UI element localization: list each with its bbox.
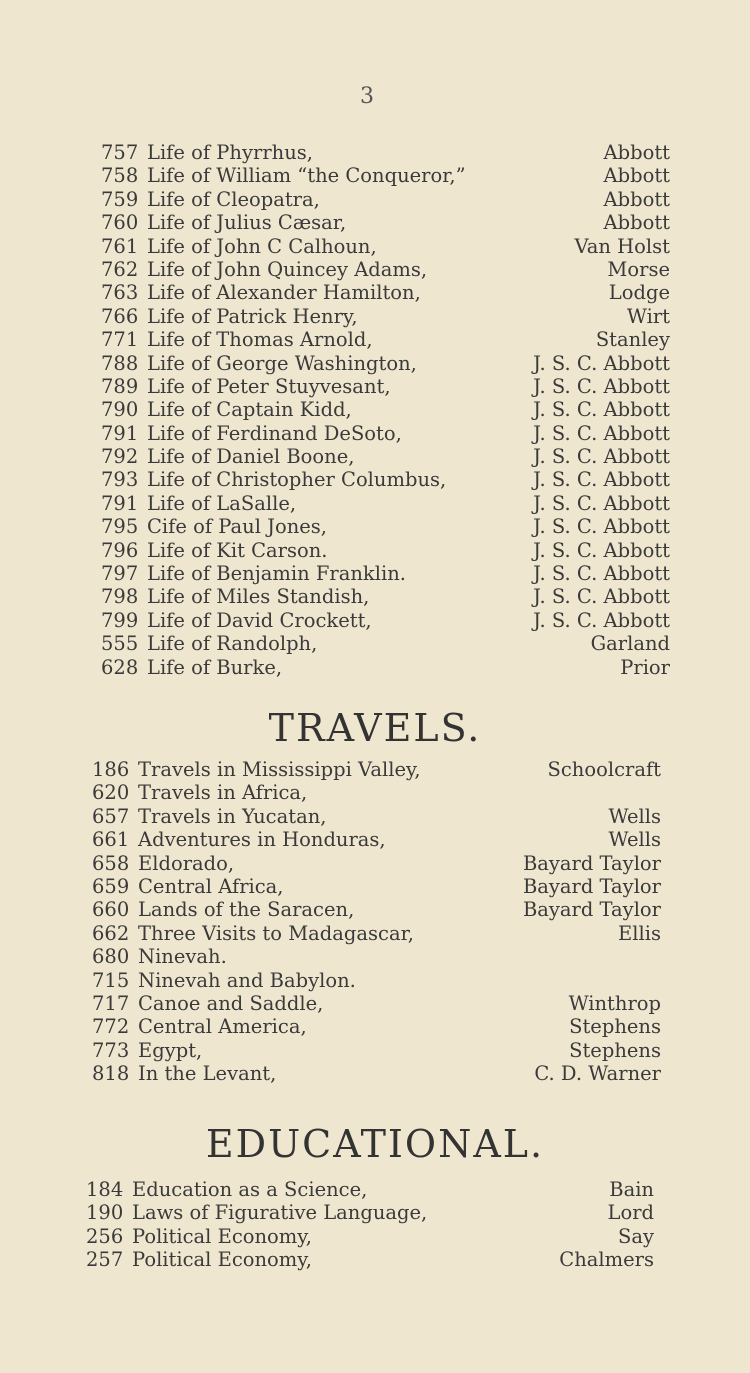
entry-title: Life of David Crockett, <box>147 608 372 632</box>
list-item <box>101 305 670 328</box>
list-item <box>92 758 661 781</box>
entry-title: Adventures in Honduras, <box>138 828 386 852</box>
entry-author: Abbott <box>603 141 670 164</box>
entry-title: Life of William “the Conqueror,” <box>147 164 466 188</box>
entry-title: Education as a Science, <box>132 1178 368 1201</box>
entry-title: Life of Kit Carson. <box>147 538 328 562</box>
entry-title: Life of Burke, <box>147 655 283 679</box>
entry-number: 766 <box>101 304 139 328</box>
entry-author: Van Holst <box>574 234 670 258</box>
entry-number: 763 <box>101 281 139 305</box>
list-item <box>101 375 670 398</box>
entry-author: Winthrop <box>568 991 661 1015</box>
entry-number: 190 <box>86 1201 124 1225</box>
entry-number: 658 <box>92 851 130 875</box>
list-item <box>101 328 670 351</box>
entry-author: Prior <box>620 655 670 679</box>
entry-author: Say <box>617 1224 654 1248</box>
entry-title: Life of Miles Standish, <box>147 585 370 609</box>
entry-number: 796 <box>101 538 139 562</box>
list-item <box>101 398 670 421</box>
list-item <box>92 1015 661 1038</box>
list-item <box>92 805 661 828</box>
entry-number: 680 <box>92 945 130 969</box>
list-item <box>101 258 670 281</box>
entry-title: Central Africa, <box>138 874 284 898</box>
entry-title: Life of John C Calhoun, <box>147 234 377 258</box>
entry-number: 657 <box>92 804 130 828</box>
entry-author: Lord <box>607 1201 654 1225</box>
entry-author: J. S. C. Abbott <box>533 585 670 609</box>
list-item <box>101 141 670 164</box>
entry-title: Travels in Mississippi Valley, <box>138 758 421 781</box>
list-item <box>92 992 661 1015</box>
list-item <box>101 211 670 234</box>
list-item <box>101 235 670 258</box>
list-item <box>101 585 670 608</box>
list-item <box>92 922 661 945</box>
entry-author: Abbott <box>603 187 670 211</box>
entry-title: Three Visits to Madagascar, <box>138 921 414 945</box>
travels-list <box>0 758 750 1085</box>
entry-author: Lodge <box>608 281 670 305</box>
entry-title: Life of Peter Stuyvesant, <box>147 374 391 398</box>
list-item <box>92 1062 661 1085</box>
entry-author: Wirt <box>626 304 670 328</box>
educational-heading: EDUCATIONAL. <box>205 1122 545 1166</box>
list-item <box>101 352 670 375</box>
entry-title: Life of John Quincey Adams, <box>147 257 428 281</box>
entry-title: Life of Randolph, <box>147 632 318 656</box>
entry-title: Eldorado, <box>138 851 235 875</box>
entry-author: Stanley <box>595 328 670 352</box>
entry-number: 715 <box>92 968 130 992</box>
entry-author: J. S. C. Abbott <box>533 421 670 445</box>
entry-title: Life of Captain Kidd, <box>147 398 352 422</box>
entry-number: 772 <box>92 1015 130 1039</box>
list-item <box>101 281 670 304</box>
list-item <box>92 1039 661 1062</box>
list-item <box>92 781 661 804</box>
entry-author: Chalmers <box>559 1248 654 1272</box>
list-item <box>86 1201 654 1224</box>
entry-title: Life of LaSalle, <box>147 491 297 515</box>
entry-title: Life of Benjamin Franklin. <box>147 562 406 586</box>
list-item <box>101 164 670 187</box>
entry-number: 795 <box>101 515 139 539</box>
entry-number: 791 <box>101 491 139 515</box>
list-item <box>86 1225 654 1248</box>
entry-number: 818 <box>92 1062 130 1086</box>
entry-author: Ellis <box>618 921 661 945</box>
list-item <box>86 1178 654 1201</box>
entry-author: J. S. C. Abbott <box>533 515 670 539</box>
entry-author: Schoolcraft <box>547 758 661 781</box>
entry-number: 798 <box>101 585 139 609</box>
list-item <box>92 898 661 921</box>
entry-number: 628 <box>101 655 139 679</box>
entry-title: Egypt, <box>138 1038 203 1062</box>
entry-author: J. S. C. Abbott <box>533 351 670 375</box>
entry-title: Life of Thomas Arnold, <box>147 328 373 352</box>
entry-author: J. S. C. Abbott <box>533 398 670 422</box>
entry-author: J. S. C. Abbott <box>533 538 670 562</box>
entry-author: J. S. C. Abbott <box>533 608 670 632</box>
list-item <box>101 492 670 515</box>
entry-author: C. D. Warner <box>534 1062 661 1086</box>
entry-number: 762 <box>101 257 139 281</box>
entry-title: Political Economy, <box>132 1248 312 1272</box>
entry-title: Political Economy, <box>132 1224 312 1248</box>
entry-title: Ninevah. <box>138 945 227 969</box>
list-item <box>92 828 661 851</box>
entry-number: 771 <box>101 328 139 352</box>
entry-number: 757 <box>101 141 139 164</box>
entry-number: 788 <box>101 351 139 375</box>
entry-number: 758 <box>101 164 139 188</box>
entry-number: 717 <box>92 991 130 1015</box>
entry-number: 661 <box>92 828 130 852</box>
entry-title: Travels in Yucatan, <box>138 804 327 828</box>
list-item <box>101 515 670 538</box>
biography-list <box>0 141 750 679</box>
entry-author: Bain <box>609 1178 654 1201</box>
list-item <box>101 422 670 445</box>
entry-number: 789 <box>101 374 139 398</box>
entry-number: 790 <box>101 398 139 422</box>
entry-author: Stephens <box>569 1015 661 1039</box>
entry-title: Life of Phyrrhus, <box>147 141 313 164</box>
entry-title: Laws of Figurative Language, <box>132 1201 428 1225</box>
list-item <box>101 562 670 585</box>
entry-number: 184 <box>86 1178 124 1201</box>
travels-heading: TRAVELS. <box>268 706 482 750</box>
entry-number: 659 <box>92 874 130 898</box>
entry-title: Ninevah and Babylon. <box>138 968 356 992</box>
entry-title: Life of Alexander Hamilton, <box>147 281 421 305</box>
list-item <box>92 852 661 875</box>
entry-title: Life of George Washington, <box>147 351 417 375</box>
entry-number: 792 <box>101 445 139 469</box>
entry-number: 799 <box>101 608 139 632</box>
entry-author: Abbott <box>603 211 670 235</box>
entry-number: 257 <box>86 1248 124 1272</box>
entry-number: 773 <box>92 1038 130 1062</box>
entry-author: J. S. C. Abbott <box>533 468 670 492</box>
entry-title: Canoe and Saddle, <box>138 991 324 1015</box>
entry-number: 791 <box>101 421 139 445</box>
entry-title: Life of Julius Cæsar, <box>147 211 347 235</box>
entry-author: Bayard Taylor <box>522 851 661 875</box>
entry-title: Life of Christopher Columbus, <box>147 468 447 492</box>
list-item <box>92 875 661 898</box>
entry-number: 555 <box>101 632 139 656</box>
entry-title: Life of Patrick Henry, <box>147 304 358 328</box>
entry-author: Abbott <box>603 164 670 188</box>
entry-title: Central America, <box>138 1015 307 1039</box>
entry-number: 186 <box>92 758 130 781</box>
entry-author: J. S. C. Abbott <box>533 374 670 398</box>
entry-title: Life of Cleopatra, <box>147 187 320 211</box>
list-item <box>92 945 661 968</box>
entry-author: Bayard Taylor <box>522 874 661 898</box>
educational-list <box>0 1178 750 1272</box>
entry-title: In the Levant, <box>138 1062 277 1086</box>
entry-number: 761 <box>101 234 139 258</box>
list-item <box>101 188 670 211</box>
list-item <box>101 656 670 679</box>
entry-author: Morse <box>607 257 670 281</box>
entry-author: Garland <box>590 632 670 656</box>
list-item <box>101 445 670 468</box>
entry-number: 660 <box>92 898 130 922</box>
page-number: 3 <box>360 84 374 109</box>
entry-number: 620 <box>92 781 130 805</box>
entry-author: Bayard Taylor <box>522 898 661 922</box>
entry-number: 256 <box>86 1224 124 1248</box>
list-item <box>101 539 670 562</box>
entry-author: Wells <box>608 804 661 828</box>
list-item <box>101 468 670 491</box>
entry-number: 793 <box>101 468 139 492</box>
entry-title: Life of Ferdinand DeSoto, <box>147 421 402 445</box>
entry-author: Stephens <box>569 1038 661 1062</box>
entry-author: J. S. C. Abbott <box>533 562 670 586</box>
entry-author: Wells <box>608 828 661 852</box>
list-item <box>101 609 670 632</box>
entry-title: Travels in Africa, <box>138 781 308 805</box>
list-item <box>101 632 670 655</box>
list-item <box>86 1248 654 1271</box>
entry-number: 760 <box>101 211 139 235</box>
entry-author: J. S. C. Abbott <box>533 491 670 515</box>
entry-title: Lands of the Saracen, <box>138 898 355 922</box>
entry-title: Cife of Paul Jones, <box>147 515 327 539</box>
list-item <box>92 969 661 992</box>
entry-author: J. S. C. Abbott <box>533 445 670 469</box>
entry-number: 797 <box>101 562 139 586</box>
entry-title: Life of Daniel Boone, <box>147 445 355 469</box>
entry-number: 662 <box>92 921 130 945</box>
entry-number: 759 <box>101 187 139 211</box>
